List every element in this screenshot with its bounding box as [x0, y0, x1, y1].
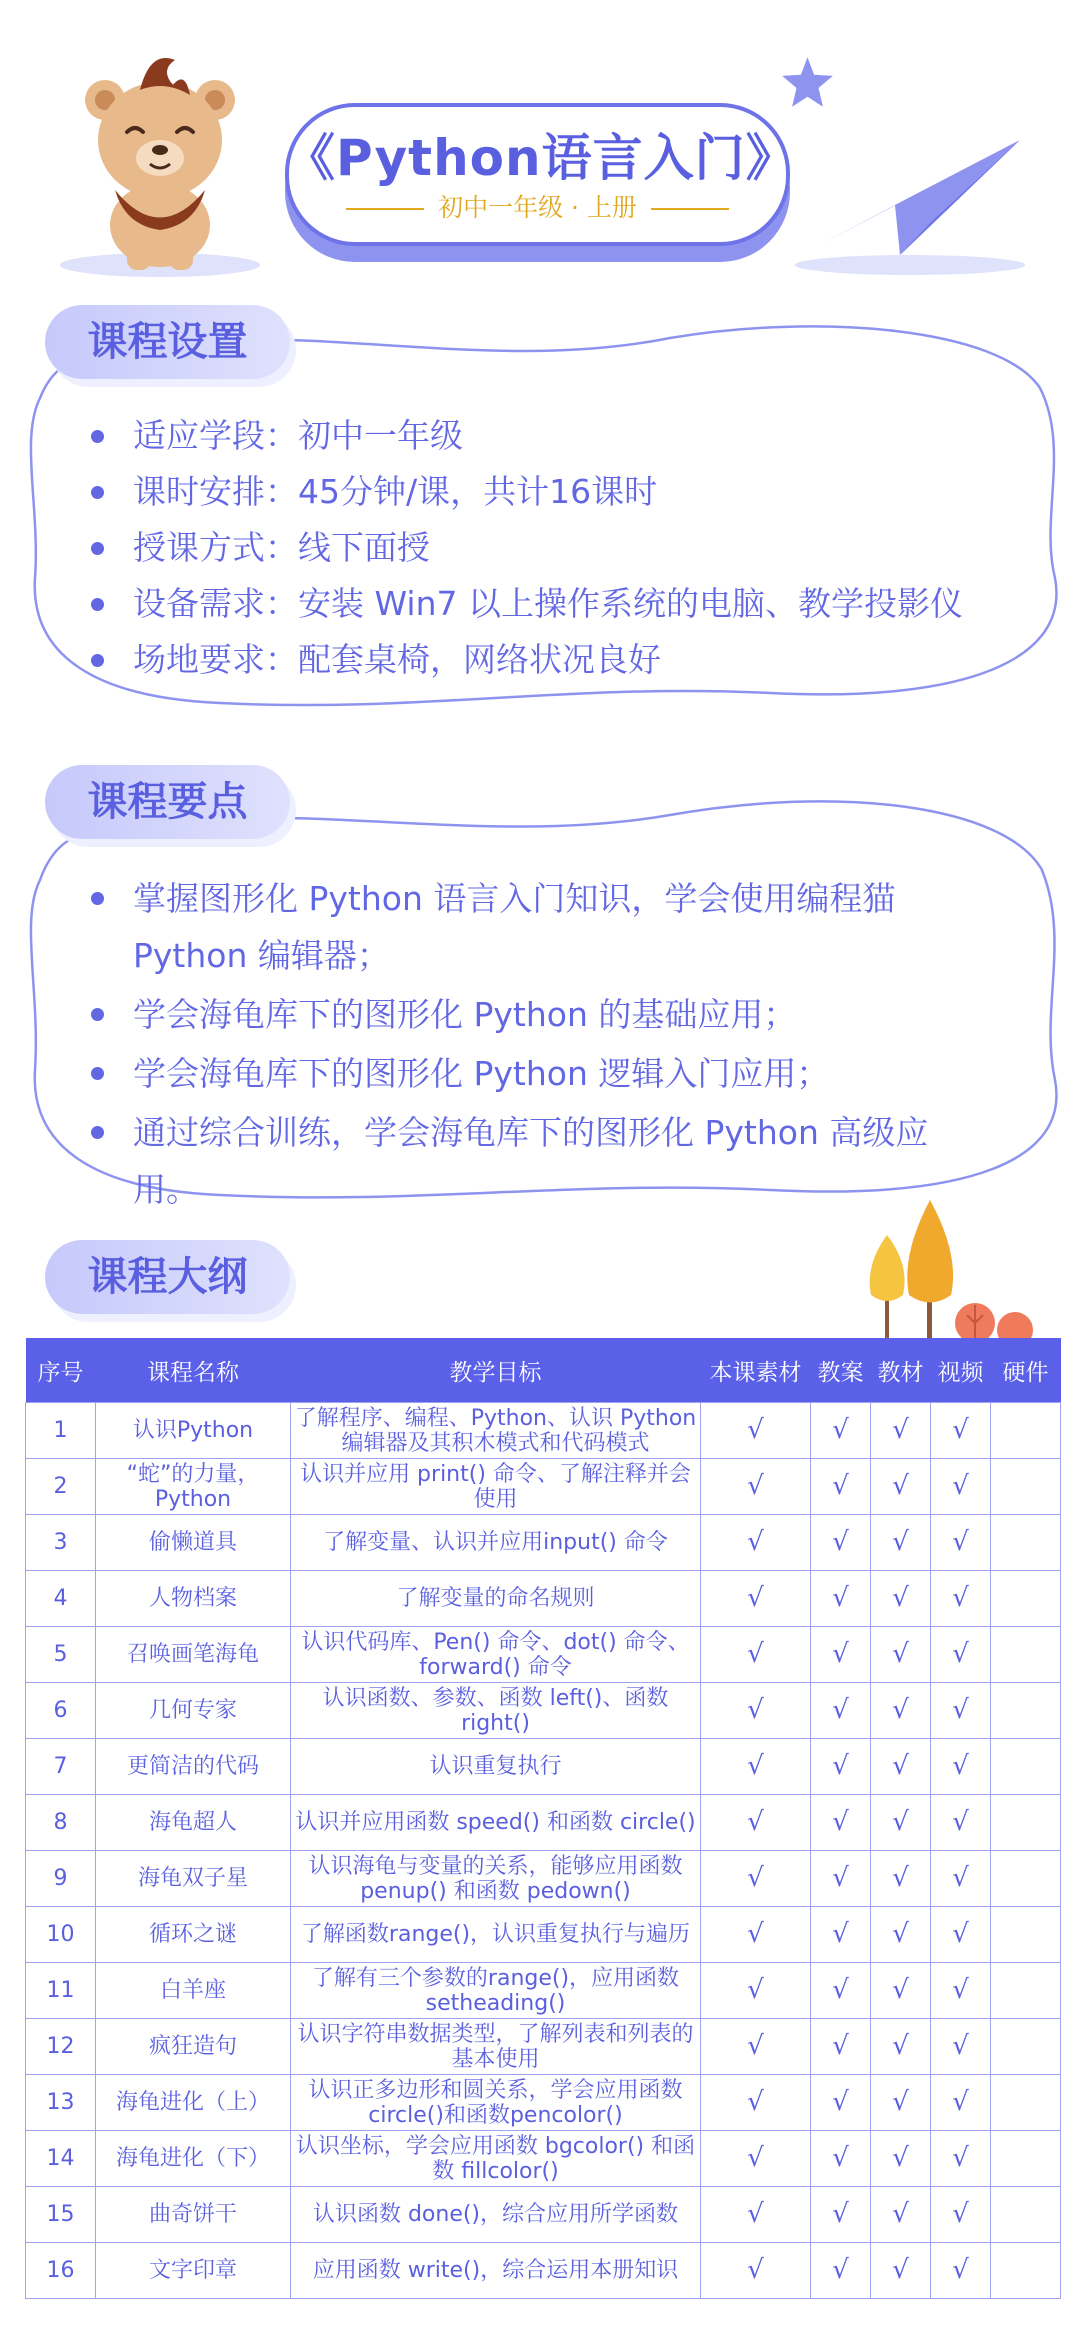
- cell-plan-check: √: [811, 2243, 871, 2299]
- cell-name: 海龟双子星: [96, 1851, 291, 1907]
- cell-hardware: [991, 1907, 1061, 1963]
- cell-no: 11: [26, 1963, 96, 2019]
- cell-textbook-check: √: [871, 2187, 931, 2243]
- col-header-material: 本课素材: [701, 1338, 811, 1403]
- points-list: [85, 870, 990, 1218]
- list-item: 学会海龟库下的图形化 Python 逻辑入门应用；: [85, 1045, 990, 1102]
- cell-plan-check: √: [811, 1459, 871, 1515]
- cell-textbook-check: √: [871, 1851, 931, 1907]
- cell-name: 海龟进化（上）: [96, 2075, 291, 2131]
- list-item: 适应学段：初中一年级: [85, 408, 1035, 464]
- cell-name: 认识Python: [96, 1403, 291, 1459]
- cell-video-check: √: [931, 1907, 991, 1963]
- cell-textbook-check: √: [871, 1403, 931, 1459]
- table-row: [26, 1739, 1061, 1795]
- cell-plan-check: √: [811, 1571, 871, 1627]
- cell-material-check: √: [701, 2243, 811, 2299]
- cell-no: 13: [26, 2075, 96, 2131]
- list-item: 课时安排：45分钟/课，共计16课时: [85, 464, 1035, 520]
- cell-material-check: √: [701, 1739, 811, 1795]
- cell-goal: 认识坐标，学会应用函数 bgcolor() 和函数 fillcolor(): [291, 2131, 701, 2187]
- cell-textbook-check: √: [871, 2019, 931, 2075]
- cell-textbook-check: √: [871, 1627, 931, 1683]
- cell-material-check: √: [701, 2019, 811, 2075]
- cell-plan-check: √: [811, 1907, 871, 1963]
- col-header-textbook: 教材: [871, 1338, 931, 1403]
- section-title-outline: 课程大纲: [45, 1240, 290, 1314]
- cell-plan-check: √: [811, 1963, 871, 2019]
- table-row: [26, 2019, 1061, 2075]
- cell-name: “蛇”的力量，Python: [96, 1459, 291, 1515]
- cell-video-check: √: [931, 1683, 991, 1739]
- cell-no: 9: [26, 1851, 96, 1907]
- cell-video-check: √: [931, 2019, 991, 2075]
- cell-plan-check: √: [811, 2131, 871, 2187]
- subtitle-text: 初中一年级 · 上册: [438, 193, 637, 222]
- page-subtitle: [285, 188, 790, 224]
- cell-video-check: √: [931, 1963, 991, 2019]
- table-row: [26, 1907, 1061, 1963]
- cell-material-check: √: [701, 1851, 811, 1907]
- table-row: [26, 1627, 1061, 1683]
- cell-goal: 认识重复执行: [291, 1739, 701, 1795]
- table-row: [26, 2075, 1061, 2131]
- cell-name: 文字印章: [96, 2243, 291, 2299]
- cell-video-check: √: [931, 1627, 991, 1683]
- cell-no: 7: [26, 1739, 96, 1795]
- cell-plan-check: √: [811, 1403, 871, 1459]
- cell-material-check: √: [701, 1627, 811, 1683]
- table-row: [26, 1403, 1061, 1459]
- cell-name: 几何专家: [96, 1683, 291, 1739]
- cell-name: 海龟进化（下）: [96, 2131, 291, 2187]
- cell-goal: 认识字符串数据类型，了解列表和列表的基本使用: [291, 2019, 701, 2075]
- cell-name: 曲奇饼干: [96, 2187, 291, 2243]
- cell-goal: 认识正多边形和圆关系，学会应用函数circle()和函数pencolor(): [291, 2075, 701, 2131]
- star-icon: [780, 55, 835, 110]
- cell-goal: 认识函数 done()，综合应用所学函数: [291, 2187, 701, 2243]
- cell-video-check: √: [931, 2131, 991, 2187]
- col-header-video: 视频: [931, 1338, 991, 1403]
- cell-plan-check: √: [811, 1739, 871, 1795]
- cell-hardware: [991, 1571, 1061, 1627]
- cell-hardware: [991, 1739, 1061, 1795]
- cell-name: 疯狂造句: [96, 2019, 291, 2075]
- cell-material-check: √: [701, 1683, 811, 1739]
- cell-video-check: √: [931, 1459, 991, 1515]
- cell-no: 2: [26, 1459, 96, 1515]
- cell-textbook-check: √: [871, 1739, 931, 1795]
- cell-hardware: [991, 1627, 1061, 1683]
- cell-textbook-check: √: [871, 2243, 931, 2299]
- cell-textbook-check: √: [871, 1907, 931, 1963]
- table-header-row: [26, 1338, 1061, 1403]
- cell-name: 海龟超人: [96, 1795, 291, 1851]
- cell-textbook-check: √: [871, 2075, 931, 2131]
- cell-material-check: √: [701, 2131, 811, 2187]
- table-row: [26, 1795, 1061, 1851]
- cell-video-check: √: [931, 2243, 991, 2299]
- cell-name: 更简洁的代码: [96, 1739, 291, 1795]
- cell-name: 人物档案: [96, 1571, 291, 1627]
- cell-no: 5: [26, 1627, 96, 1683]
- cell-no: 8: [26, 1795, 96, 1851]
- cell-material-check: √: [701, 2187, 811, 2243]
- section-title-setup: 课程设置: [45, 305, 290, 379]
- cell-material-check: √: [701, 1963, 811, 2019]
- col-header-plan: 教案: [811, 1338, 871, 1403]
- cell-hardware: [991, 1851, 1061, 1907]
- cell-material-check: √: [701, 1571, 811, 1627]
- cell-video-check: √: [931, 1739, 991, 1795]
- cell-plan-check: √: [811, 1795, 871, 1851]
- page-title: 《Python语言入门》: [285, 129, 797, 187]
- cell-no: 4: [26, 1571, 96, 1627]
- cell-plan-check: √: [811, 1515, 871, 1571]
- table-row: [26, 1515, 1061, 1571]
- paper-plane-icon: [790, 105, 1030, 285]
- table-row: [26, 1571, 1061, 1627]
- cell-textbook-check: √: [871, 1459, 931, 1515]
- list-item: 学会海龟库下的图形化 Python 的基础应用；: [85, 986, 990, 1043]
- cell-goal: 了解程序、编程、Python、认识 Python 编辑器及其积木模式和代码模式: [291, 1403, 701, 1459]
- cell-goal: 应用函数 write()，综合运用本册知识: [291, 2243, 701, 2299]
- cell-textbook-check: √: [871, 1963, 931, 2019]
- cell-plan-check: √: [811, 1851, 871, 1907]
- col-header-no: 序号: [26, 1338, 96, 1403]
- cell-name: 循环之谜: [96, 1907, 291, 1963]
- cell-video-check: √: [931, 1795, 991, 1851]
- cell-textbook-check: √: [871, 1515, 931, 1571]
- list-item: 场地要求：配套桌椅，网络状况良好: [85, 632, 1035, 688]
- cell-goal: 认识并应用函数 speed() 和函数 circle(): [291, 1795, 701, 1851]
- cell-no: 3: [26, 1515, 96, 1571]
- table-row: [26, 1683, 1061, 1739]
- cell-name: 召唤画笔海龟: [96, 1627, 291, 1683]
- cell-hardware: [991, 2243, 1061, 2299]
- trees-icon: [855, 1195, 1055, 1340]
- cell-textbook-check: √: [871, 1571, 931, 1627]
- cell-hardware: [991, 1459, 1061, 1515]
- cell-no: 14: [26, 2131, 96, 2187]
- cell-plan-check: √: [811, 2187, 871, 2243]
- cell-goal: 了解函数range()，认识重复执行与遍历: [291, 1907, 701, 1963]
- cell-material-check: √: [701, 1907, 811, 1963]
- cell-no: 15: [26, 2187, 96, 2243]
- cell-no: 1: [26, 1403, 96, 1459]
- cell-plan-check: √: [811, 1627, 871, 1683]
- cell-material-check: √: [701, 1515, 811, 1571]
- cell-material-check: √: [701, 1403, 811, 1459]
- cell-material-check: √: [701, 1795, 811, 1851]
- list-item: 授课方式：线下面授: [85, 520, 1035, 576]
- outline-table: [25, 1338, 1061, 2299]
- cell-goal: 了解变量的命名规则: [291, 1571, 701, 1627]
- cell-material-check: √: [701, 1459, 811, 1515]
- col-header-name: 课程名称: [96, 1338, 291, 1403]
- cell-goal: 认识并应用 print() 命令、了解注释并会使用: [291, 1459, 701, 1515]
- cell-hardware: [991, 2187, 1061, 2243]
- cell-video-check: √: [931, 2187, 991, 2243]
- cell-goal: 了解变量、认识并应用input() 命令: [291, 1515, 701, 1571]
- cell-no: 16: [26, 2243, 96, 2299]
- bear-mascot-icon: [55, 40, 275, 280]
- table-row: [26, 1459, 1061, 1515]
- cell-hardware: [991, 1515, 1061, 1571]
- cell-hardware: [991, 2019, 1061, 2075]
- table-row: [26, 2131, 1061, 2187]
- col-header-hardware: 硬件: [991, 1338, 1061, 1403]
- cell-textbook-check: √: [871, 1683, 931, 1739]
- cell-hardware: [991, 2131, 1061, 2187]
- table-row: [26, 1963, 1061, 2019]
- cell-no: 6: [26, 1683, 96, 1739]
- list-item: 通过综合训练，学会海龟库下的图形化 Python 高级应用。: [85, 1104, 990, 1218]
- table-row: [26, 2187, 1061, 2243]
- list-item: 设备需求：安装 Win7 以上操作系统的电脑、教学投影仪: [85, 576, 1035, 632]
- cell-video-check: √: [931, 1403, 991, 1459]
- cell-no: 10: [26, 1907, 96, 1963]
- cell-goal: 认识函数、参数、函数 left()、函数 right(): [291, 1683, 701, 1739]
- cell-name: 偷懒道具: [96, 1515, 291, 1571]
- cell-hardware: [991, 1963, 1061, 2019]
- setup-list: [85, 408, 1035, 688]
- cell-video-check: √: [931, 1515, 991, 1571]
- cell-hardware: [991, 2075, 1061, 2131]
- subtitle-left-line: [346, 208, 424, 210]
- table-row: [26, 2243, 1061, 2299]
- cell-video-check: √: [931, 1851, 991, 1907]
- cell-no: 12: [26, 2019, 96, 2075]
- cell-hardware: [991, 1403, 1061, 1459]
- cell-hardware: [991, 1795, 1061, 1851]
- col-header-goal: 教学目标: [291, 1338, 701, 1403]
- cell-name: 白羊座: [96, 1963, 291, 2019]
- cell-textbook-check: √: [871, 2131, 931, 2187]
- cell-goal: 了解有三个参数的range()，应用函数 setheading(): [291, 1963, 701, 2019]
- cell-plan-check: √: [811, 2075, 871, 2131]
- subtitle-right-line: [651, 208, 729, 210]
- section-title-points: 课程要点: [45, 765, 290, 839]
- list-item: 掌握图形化 Python 语言入门知识，学会使用编程猫 Python 编辑器；: [85, 870, 990, 984]
- cell-video-check: √: [931, 1571, 991, 1627]
- cell-textbook-check: √: [871, 1795, 931, 1851]
- cell-material-check: √: [701, 2075, 811, 2131]
- cell-hardware: [991, 1683, 1061, 1739]
- cell-plan-check: √: [811, 1683, 871, 1739]
- cell-video-check: √: [931, 2075, 991, 2131]
- cell-goal: 认识海龟与变量的关系，能够应用函数 penup() 和函数 pedown(): [291, 1851, 701, 1907]
- table-row: [26, 1851, 1061, 1907]
- cell-goal: 认识代码库、Pen() 命令、dot() 命令、forward() 命令: [291, 1627, 701, 1683]
- cell-plan-check: √: [811, 2019, 871, 2075]
